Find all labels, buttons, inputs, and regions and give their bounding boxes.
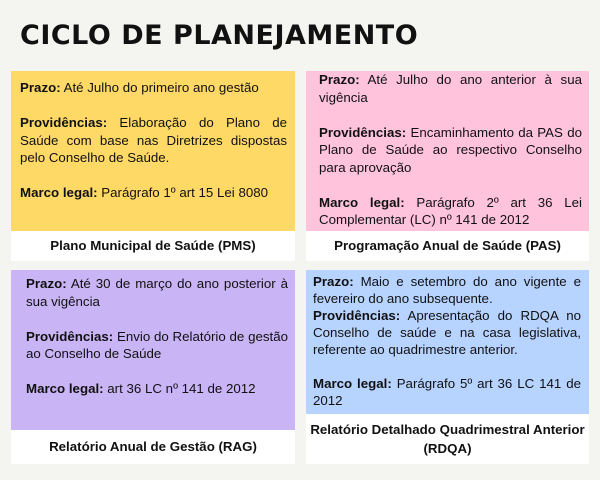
marco-line xyxy=(319,194,582,229)
card-pas-content xyxy=(306,71,589,231)
card-pms-caption: Plano Municipal de Saúde (PMS) xyxy=(11,231,295,261)
prazo-line xyxy=(26,275,288,310)
card-pms xyxy=(11,71,295,261)
providencias-line xyxy=(26,328,288,363)
providencias-line xyxy=(319,124,582,177)
providencias-label: Providências: xyxy=(313,308,401,323)
providencias-text: Encaminhamento da PAS do Plano de Saúde ao respectivo Conselho para aprovação xyxy=(319,124,582,175)
marco-text: art 36 LC nº 141 de 2012 xyxy=(103,381,256,396)
prazo-label: Prazo: xyxy=(26,276,67,291)
prazo-text: Maio e setembro do ano vigente e fevereiro do ano subsequente. xyxy=(313,274,581,306)
card-pms-content xyxy=(11,71,295,231)
marco-text: Parágrafo 5º art 36 LC 141 de 2012 xyxy=(313,376,581,408)
prazo-line xyxy=(20,79,287,97)
providencias-line xyxy=(313,307,581,358)
card-rdqa xyxy=(306,270,589,464)
marco-label: Marco legal: xyxy=(20,185,98,200)
providencias-text: Elaboração do Plano de Saúde com base nas Diretrizes dispostas pelo Conselho de Saúde. xyxy=(20,115,287,165)
providencias-label: Providências: xyxy=(26,328,114,344)
marco-text: Parágrafo 1º art 15 Lei 8080 xyxy=(97,185,269,200)
card-rag-content xyxy=(11,270,295,430)
prazo-label: Prazo: xyxy=(319,72,360,87)
providencias-text: Apresentação do RDQA no Conselho de saúde e na casa legislativa, referente ao quadrimestre anterior. xyxy=(313,308,581,357)
card-rdqa-content xyxy=(306,270,589,414)
providencias-label: Providências: xyxy=(319,124,407,140)
prazo-line xyxy=(319,71,582,106)
marco-label: Marco legal: xyxy=(26,381,104,396)
card-rag-caption: Relatório Anual de Gestão (RAG) xyxy=(11,430,295,464)
marco-line xyxy=(313,375,581,409)
marco-text: Parágrafo 2º art 36 Lei Complementar (LC) nº 141 de 2012 xyxy=(319,194,583,227)
card-pas-caption: Programação Anual de Saúde (PAS) xyxy=(306,231,589,261)
card-rag xyxy=(11,270,295,464)
prazo-text: Até Julho do primeiro ano gestão xyxy=(60,80,259,95)
marco-label: Marco legal: xyxy=(319,194,405,210)
providencias-line xyxy=(20,114,287,167)
marco-line xyxy=(20,184,287,202)
marco-label: Marco legal: xyxy=(313,376,392,391)
prazo-text: Até 30 de março do ano posterior à sua vigência xyxy=(26,276,288,309)
card-rdqa-caption: Relatório Detalhado Quadrimestral Anterior (RDQA) xyxy=(306,414,589,464)
page-title: CICLO DE PLANEJAMENTO xyxy=(20,20,419,51)
prazo-label: Prazo: xyxy=(20,80,61,95)
prazo-line xyxy=(313,273,581,307)
prazo-text: Até Julho do ano anterior à sua vigência xyxy=(319,72,582,105)
card-pas xyxy=(306,71,589,261)
providencias-label: Providências: xyxy=(20,115,108,130)
marco-line xyxy=(26,380,288,398)
providencias-text: Envio do Relatório de gestão ao Conselho de Saúde xyxy=(26,328,288,361)
prazo-label: Prazo: xyxy=(313,274,354,289)
